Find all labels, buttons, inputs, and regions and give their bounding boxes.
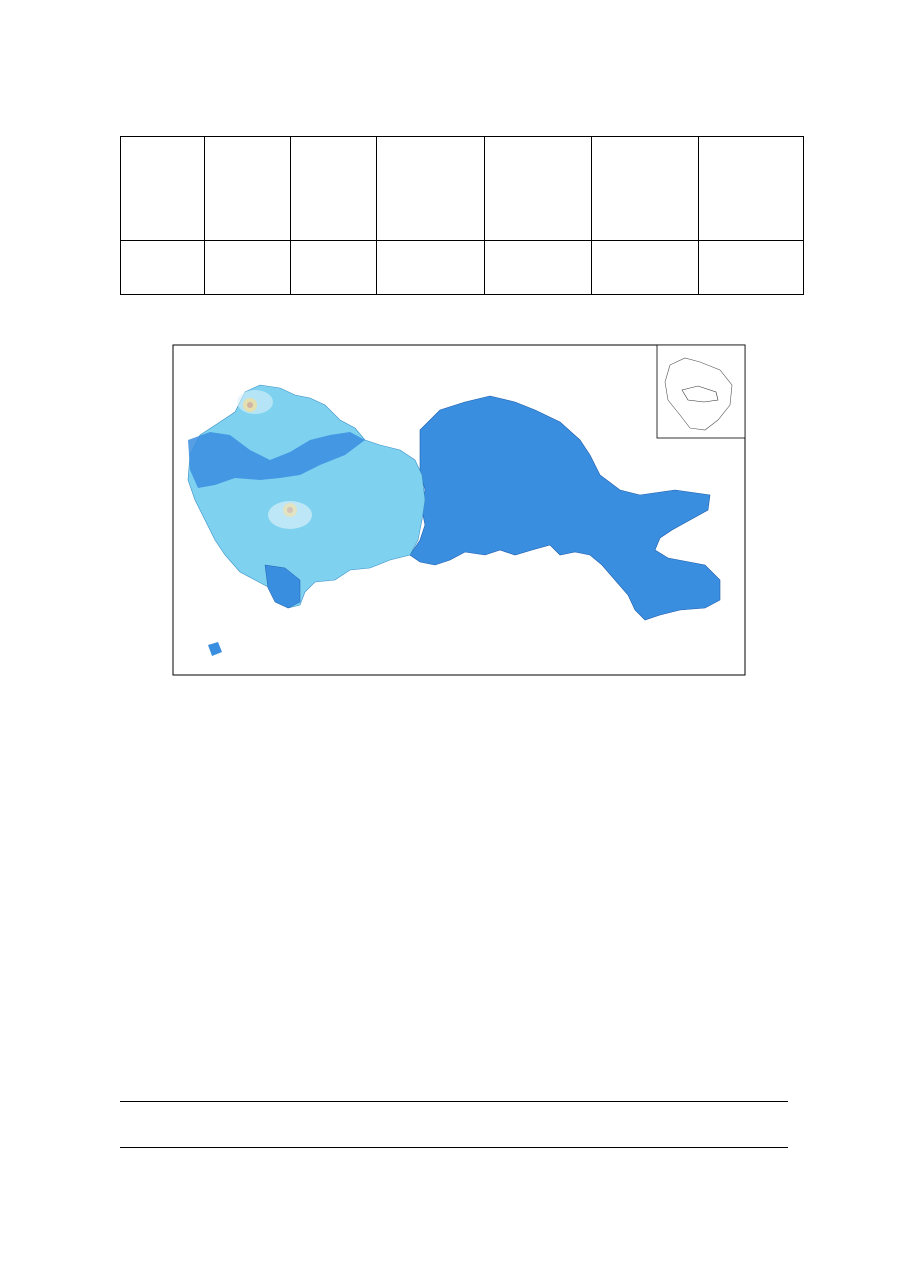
header-total-flashes <box>121 137 205 241</box>
lightning-density-map <box>120 340 760 700</box>
value-positive-cg <box>205 241 291 295</box>
inset-map <box>657 345 745 438</box>
lightning-stats-table <box>120 136 804 295</box>
footer-authors-line <box>120 1073 788 1102</box>
table-header-row <box>121 137 804 241</box>
value-total-flashes <box>121 241 205 295</box>
value-max-positive <box>377 241 485 295</box>
footer-issuer-line <box>120 1119 788 1148</box>
value-avg-positive <box>485 241 592 295</box>
light-patch-gongming <box>237 390 273 414</box>
header-avg-positive <box>485 137 592 241</box>
value-max-negative <box>592 241 699 295</box>
value-avg-negative <box>699 241 804 295</box>
header-negative-cg <box>291 137 377 241</box>
header-avg-negative <box>699 137 804 241</box>
light-patch-xili <box>268 501 312 529</box>
header-max-negative <box>592 137 699 241</box>
value-negative-cg <box>291 241 377 295</box>
header-positive-cg <box>205 137 291 241</box>
header-max-positive <box>377 137 485 241</box>
table-value-row <box>121 241 804 295</box>
